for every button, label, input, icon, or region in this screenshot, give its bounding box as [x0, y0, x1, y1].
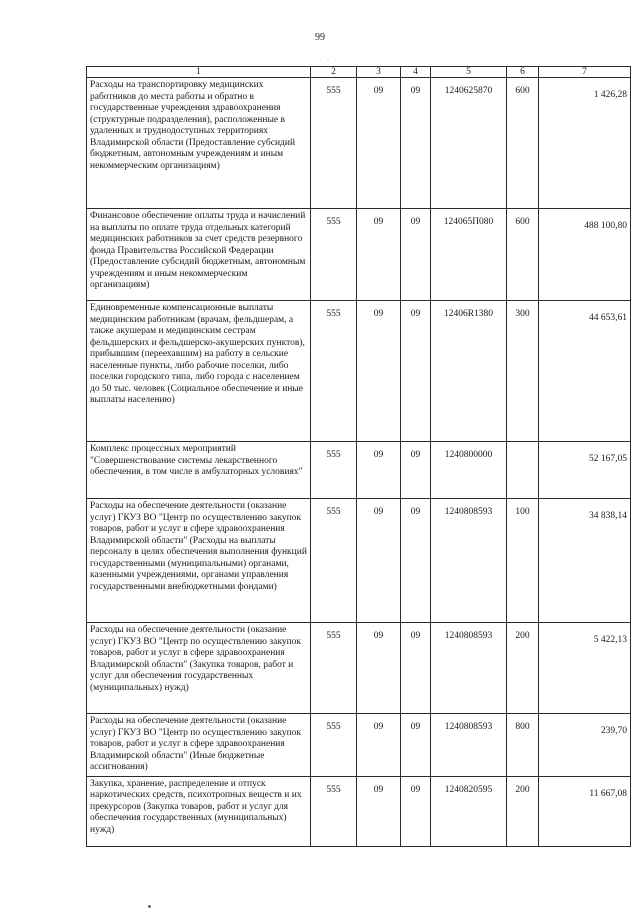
header-col-3: 3 — [357, 67, 401, 78]
row-target-code: 1240625870 — [431, 78, 507, 209]
row-target-code: 1240820595 — [431, 776, 507, 846]
row-target-code: 1240808593 — [431, 623, 507, 714]
row-target-code: 1240808593 — [431, 714, 507, 777]
row-ved-code: 555 — [311, 714, 357, 777]
row-section-code: 09 — [357, 776, 401, 846]
row-amount: 44 653,61 — [539, 301, 631, 442]
row-expense-type: 600 — [507, 209, 539, 301]
row-amount: 52 167,05 — [539, 442, 631, 499]
table-row — [87, 776, 631, 846]
row-amount: 11 667,08 — [539, 776, 631, 846]
header-col-2: 2 — [311, 67, 357, 78]
row-expense-type: 100 — [507, 499, 539, 623]
row-ved-code: 555 — [311, 623, 357, 714]
scan-marks: · · · · · — [312, 57, 346, 63]
row-subsection-code: 09 — [401, 776, 431, 846]
row-amount: 239,70 — [539, 714, 631, 777]
budget-table — [86, 66, 631, 847]
row-amount: 34 838,14 — [539, 499, 631, 623]
row-amount: 5 422,13 — [539, 623, 631, 714]
row-name: Расходы на обеспечение деятельности (оказание услуг) ГКУЗ ВО "Центр по осуществлению закупок товаров, работ и услуг в сфере здравоохранения Владимирской области" (Закупка товаров, работ и услуг для обеспечения государственных (муниципальных) нужд) — [87, 623, 311, 714]
row-section-code: 09 — [357, 442, 401, 499]
row-subsection-code: 09 — [401, 209, 431, 301]
table-row — [87, 499, 631, 623]
row-name: Единовременные компенсационные выплаты медицинским работникам (врачам, фельдшерам, а также акушерам и медицинским сестрам фельдшерских и фельдшерско-акушерских пунктов), прибывшим (переехавшим) на работу в сельские населенные пункты, либо рабочие поселки, либо поселки городского типа, либо города с населением до 50 тыс. человек (Социальное обеспечение и иные выплаты населению) — [87, 301, 311, 442]
row-target-code: 12406R1380 — [431, 301, 507, 442]
row-name: Закупка, хранение, распределение и отпуск наркотических средств, психотропных веществ и их прекурсоров (Закупка товаров, работ и услуг для обеспечения государственных (муниципальных) нужд) — [87, 776, 311, 846]
row-ved-code: 555 — [311, 442, 357, 499]
row-subsection-code: 09 — [401, 499, 431, 623]
table-row — [87, 301, 631, 442]
scan-speck — [148, 905, 151, 908]
row-amount: 488 100,80 — [539, 209, 631, 301]
row-expense-type: 300 — [507, 301, 539, 442]
header-col-1: 1 — [87, 67, 311, 78]
row-subsection-code: 09 — [401, 623, 431, 714]
row-subsection-code: 09 — [401, 442, 431, 499]
row-expense-type: 800 — [507, 714, 539, 777]
row-expense-type: 600 — [507, 78, 539, 209]
row-section-code: 09 — [357, 78, 401, 209]
row-section-code: 09 — [357, 209, 401, 301]
row-section-code: 09 — [357, 714, 401, 777]
table-row — [87, 209, 631, 301]
header-row — [87, 67, 631, 78]
row-name: Комплекс процессных мероприятий "Совершенствование системы лекарственного обеспечения, в том числе в амбулаторных условиях" — [87, 442, 311, 499]
row-section-code: 09 — [357, 623, 401, 714]
row-ved-code: 555 — [311, 78, 357, 209]
table-row — [87, 442, 631, 499]
row-ved-code: 555 — [311, 776, 357, 846]
row-ved-code: 555 — [311, 301, 357, 442]
table-row — [87, 623, 631, 714]
row-name: Расходы на обеспечение деятельности (оказание услуг) ГКУЗ ВО "Центр по осуществлению закупок товаров, работ и услуг в сфере здравоохранения Владимирской области" (Расходы на выплаты персоналу в целях обеспечения выполнения функций государственными (муниципальными) органами, казенными учреждениями, органами управления государственными внебюджетными фондами) — [87, 499, 311, 623]
row-expense-type: 200 — [507, 776, 539, 846]
row-ved-code: 555 — [311, 209, 357, 301]
header-col-6: 6 — [507, 67, 539, 78]
table-row — [87, 78, 631, 209]
row-amount: 1 426,28 — [539, 78, 631, 209]
row-subsection-code: 09 — [401, 714, 431, 777]
row-name: Расходы на обеспечение деятельности (оказание услуг) ГКУЗ ВО "Центр по осуществлению закупок товаров, работ и услуг в сфере здравоохранения Владимирской области" (Иные бюджетные ассигнования) — [87, 714, 311, 777]
table-row — [87, 714, 631, 777]
header-col-7: 7 — [539, 67, 631, 78]
row-section-code: 09 — [357, 301, 401, 442]
header-col-4: 4 — [401, 67, 431, 78]
row-target-code: 1240800000 — [431, 442, 507, 499]
row-subsection-code: 09 — [401, 78, 431, 209]
row-expense-type: 200 — [507, 623, 539, 714]
header-col-5: 5 — [431, 67, 507, 78]
row-name: Расходы на транспортировку медицинских работников до места работы и обратно в государственные учреждения здравоохранения (структурные подразделения), расположенные в удаленных и труднодоступных территориях Владимирской области (Предоставление субсидий бюджетным, автономным учреждениям и иным некоммерческим организациям) — [87, 78, 311, 209]
row-ved-code: 555 — [311, 499, 357, 623]
row-target-code: 124065П080 — [431, 209, 507, 301]
row-target-code: 1240808593 — [431, 499, 507, 623]
row-expense-type — [507, 442, 539, 499]
row-section-code: 09 — [357, 499, 401, 623]
row-subsection-code: 09 — [401, 301, 431, 442]
row-name: Финансовое обеспечение оплаты труда и начислений на выплаты по оплате труда отдельных категорий медицинских работников за счет средств резервного фонда Правительства Российской Федерации (Предоставление субсидий бюджетным, автономным учреждениям и иным некоммерческим организациям) — [87, 209, 311, 301]
page-number: 99 — [315, 32, 325, 43]
